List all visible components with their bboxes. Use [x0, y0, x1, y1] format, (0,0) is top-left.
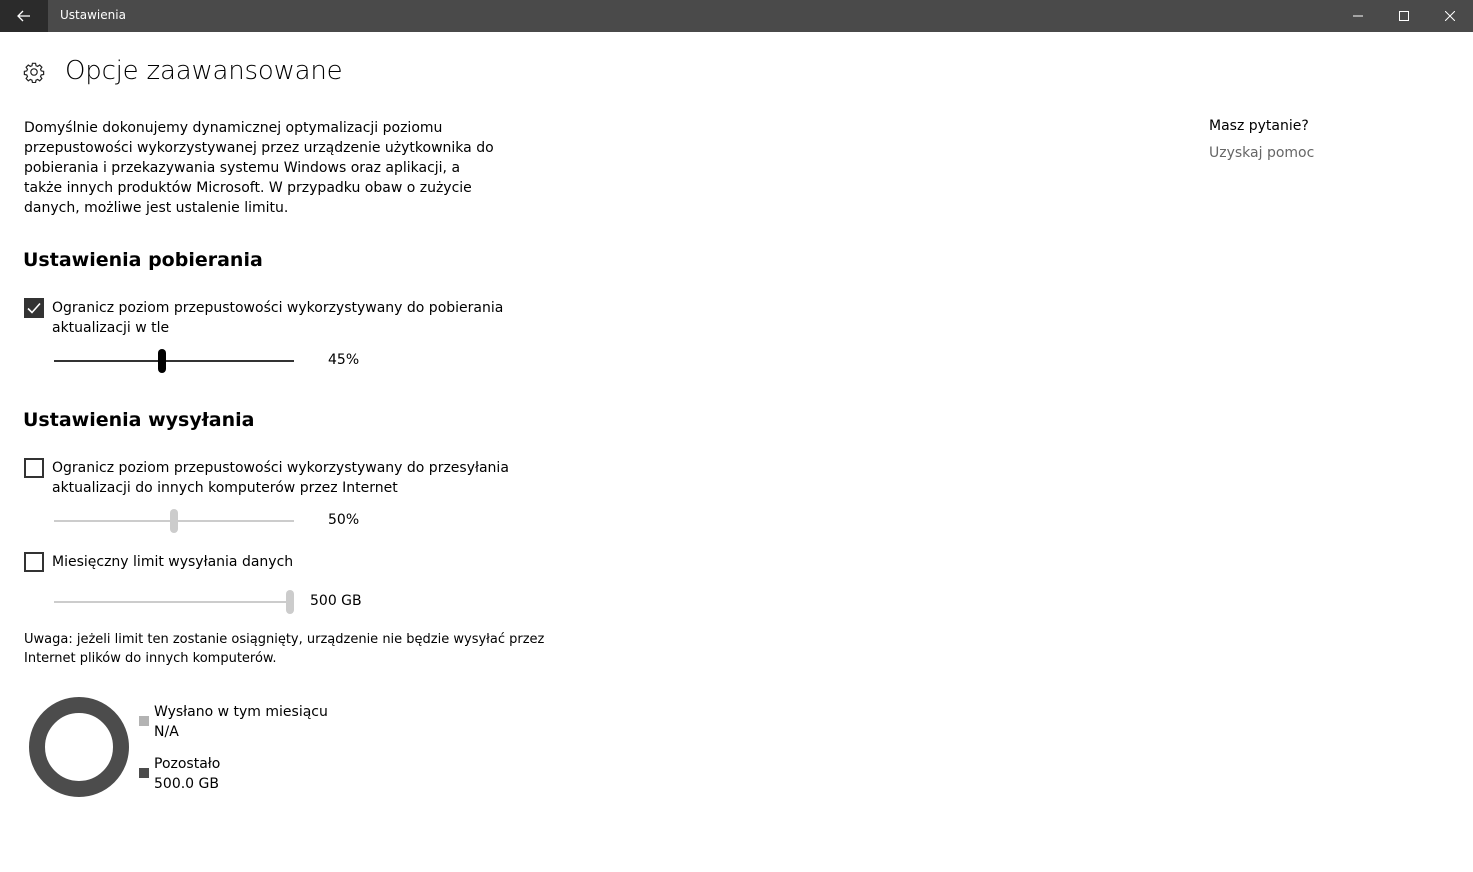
remaining-ring — [37, 705, 121, 789]
checkmark-icon — [26, 300, 42, 316]
slider-thumb[interactable] — [158, 349, 166, 373]
slider-thumb[interactable] — [286, 590, 294, 614]
usage-donut-chart — [28, 696, 130, 798]
slider-track — [54, 601, 294, 603]
monthly-limit-value: 500 GB — [310, 593, 362, 609]
monthly-limit-slider[interactable] — [54, 590, 294, 614]
get-help-link[interactable]: Uzyskaj pomoc — [1209, 145, 1315, 161]
upload-bandwidth-slider[interactable] — [54, 509, 294, 533]
maximize-button[interactable] — [1381, 0, 1427, 32]
slider-thumb[interactable] — [170, 509, 178, 533]
upload-limit-label: Ogranicz poziom przepustowości wykorzystywany do przesyłania aktualizacji do innych komputerów przez Internet — [52, 460, 509, 496]
title-bar — [0, 0, 1473, 32]
remaining-legend-swatch — [139, 768, 149, 778]
slider-track — [54, 360, 294, 362]
help-question: Masz pytanie? — [1209, 118, 1309, 134]
page-title: Opcje zaawansowane — [65, 56, 343, 86]
close-icon — [1445, 11, 1455, 21]
download-settings-heading: Ustawienia pobierania — [23, 249, 263, 271]
upload-slider-value: 50% — [328, 512, 360, 528]
upload-settings-heading: Ustawienia wysyłania — [23, 409, 255, 431]
download-slider-value: 45% — [328, 352, 360, 368]
close-button[interactable] — [1427, 0, 1473, 32]
minimize-icon — [1353, 11, 1363, 21]
maximize-icon — [1399, 11, 1409, 21]
upload-limit-checkbox[interactable] — [24, 458, 44, 478]
remaining-value: 500.0 GB — [154, 776, 219, 792]
sent-label: Wysłano w tym miesiącu — [154, 704, 328, 720]
back-button[interactable] — [0, 0, 48, 32]
remaining-label: Pozostało — [154, 756, 221, 772]
window-title: Ustawienia — [60, 8, 126, 22]
upload-limit-note: Uwaga: jeżeli limit ten zostanie osiągnięty, urządzenie nie będzie wysyłać przez Internet plików do innych komputerów. — [24, 632, 545, 666]
download-limit-label: Ogranicz poziom przepustowości wykorzystywany do pobierania aktualizacji w tle — [52, 300, 504, 336]
description-text: Domyślnie dokonujemy dynamicznej optymalizacji poziomu przepustowości wykorzystywanej przez urządzenie użytkownika do pobierania i przekazywania systemu Windows oraz aplikacji, a także innych produktów Microsoft. W przypadku obaw o zużycie danych, możliwe jest ustalenie limitu. — [24, 120, 494, 216]
monthly-limit-label: Miesięczny limit wysyłania danych — [52, 554, 294, 570]
download-limit-checkbox[interactable] — [24, 298, 44, 318]
monthly-limit-checkbox[interactable] — [24, 552, 44, 572]
gear-icon — [23, 61, 45, 83]
minimize-button[interactable] — [1335, 0, 1381, 32]
sent-value: N/A — [154, 724, 179, 740]
back-arrow-icon — [17, 10, 31, 22]
download-bandwidth-slider[interactable] — [54, 349, 294, 373]
sent-legend-swatch — [139, 716, 149, 726]
